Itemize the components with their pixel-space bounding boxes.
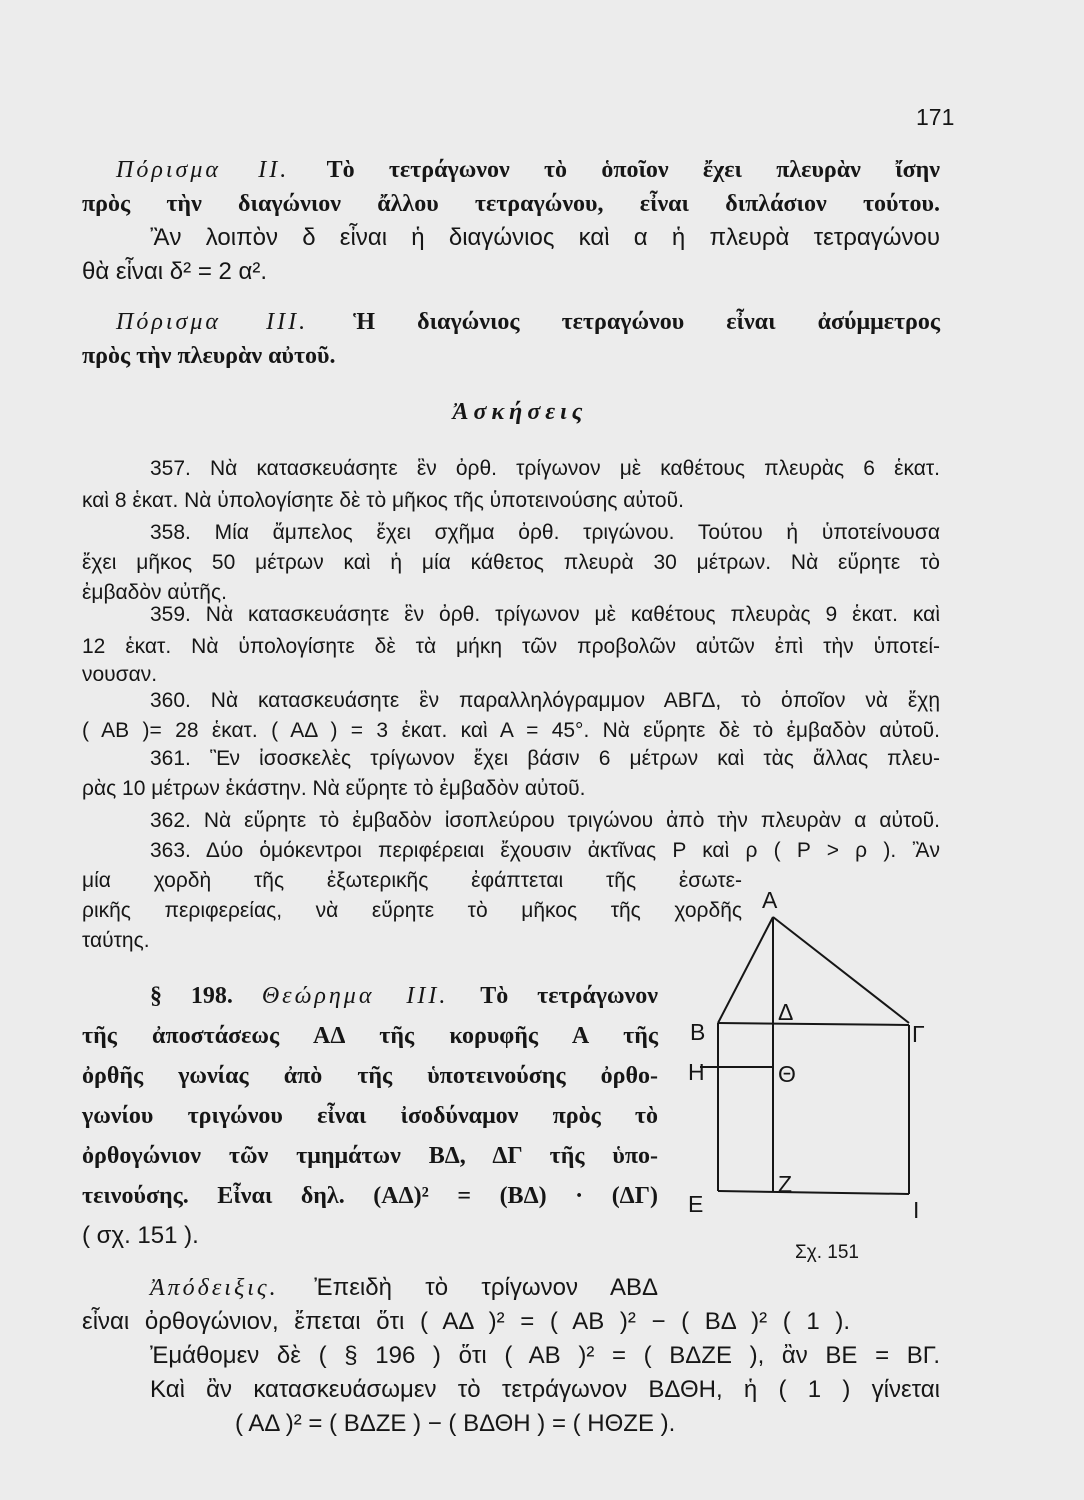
text-line-content: [150, 746, 940, 770]
text-line-content: [116, 309, 940, 335]
text-line: [235, 1410, 835, 1439]
label-H: Η: [688, 1059, 705, 1085]
text-line-content: [150, 1275, 658, 1301]
text-line-content: [82, 718, 940, 742]
body-text: Ἂν λοιπὸν δ εἶναι ἡ διαγώνιος καὶ α ἡ πλευρὰ τετραγώνου: [150, 224, 940, 251]
text-line-content: [150, 225, 940, 251]
text-line: [150, 808, 940, 833]
bold-text: πρὸς τὴν πλευρὰν αὐτοῦ.: [82, 343, 336, 369]
text-line: [150, 224, 940, 253]
text-line: [82, 1182, 658, 1211]
text-line: [82, 1062, 658, 1091]
text-line: [82, 342, 582, 371]
body-text: ἐμβαδὸν αὐτῆς.: [82, 581, 227, 604]
body-text: μία χορδὴ τῆς ἐξωτερικῆς ἐφάπτεται τῆς ἐσωτε-: [82, 869, 742, 892]
text-line: [150, 456, 940, 481]
text-line: [150, 688, 940, 713]
text-line: [150, 602, 940, 627]
text-line: [82, 928, 282, 953]
body-text: ταύτης.: [82, 929, 150, 952]
text-line: [82, 634, 940, 659]
text-line: [116, 156, 940, 185]
body-text: Ἐπειδὴ τὸ τρίγωνον ΑΒΔ: [314, 1274, 658, 1301]
bold-text: ὀρθογώνιον τῶν τμημάτων ΒΔ, ΔΓ τῆς ὑπο-: [82, 1143, 658, 1169]
text-line-content: [82, 1143, 658, 1169]
body-text: Καὶ ἂν κατασκευάσωμεν τὸ τετράγωνον ΒΔΘΗ, ἡ ( 1 ) γίνεται: [150, 1376, 940, 1403]
body-text: 360. Νὰ κατασκευάσητε ἓν παραλληλόγραμμον ΑΒΓΔ, τὸ ὁποῖον νὰ ἔχῃ: [150, 689, 940, 712]
text-line: [82, 190, 940, 219]
italic-heading: Θεώρημα ΙΙΙ.: [261, 983, 481, 1009]
bold-text: τῆς ἀποστάσεως ΑΔ τῆς κορυφῆς Α τῆς: [82, 1023, 658, 1049]
label-Th: Θ: [778, 1061, 796, 1087]
text-line-content: [82, 1103, 658, 1129]
body-text: 363. Δύο ὁμόκεντροι περιφέρειαι ἔχουσιν ἀκτῖνας Ρ καὶ ρ ( Ρ > ρ ). Ἂν: [150, 839, 940, 862]
text-line-content: [453, 399, 588, 425]
bold-text: τεινούσης. Εἶναι δηλ. (ΑΔ)² = (ΒΔ) · (ΔΓ): [82, 1183, 658, 1209]
text-line-content: [82, 191, 940, 217]
bold-text: Ἡ διαγώνιος τετραγώνου εἶναι ἀσύμμετρος: [353, 309, 941, 335]
body-text: 358. Μία ἄμπελος ἔχει σχῆμα ὀρθ. τριγώνου. Τούτου ἡ ὑποτείνουσα: [150, 521, 940, 544]
text-line-content: [82, 1183, 658, 1209]
text-line: [82, 550, 940, 575]
text-line-content: [82, 580, 227, 604]
text-line-content: [150, 983, 658, 1009]
italic-heading: Ἀσκήσεις: [452, 399, 588, 425]
text-line: [150, 1274, 658, 1303]
text-line-content: [150, 838, 940, 862]
text-line: [150, 1376, 940, 1405]
text-line: [150, 982, 658, 1011]
text-line-content: [150, 602, 940, 626]
text-line-content: [150, 1343, 940, 1369]
body-text: ( ΑΔ )² = ( ΒΔΖΕ ) − ( ΒΔΘΗ ) = ( ΗΘΖΕ ).: [235, 1410, 676, 1437]
body-text: ἔχει μῆκος 50 μέτρων καὶ ἡ μία κάθετος πλευρὰ 30 μέτρων. Νὰ εὕρητε τὸ: [82, 551, 940, 574]
text-line: [82, 1142, 658, 1171]
bold-text: § 198.: [150, 983, 262, 1009]
segment-EI: [718, 1191, 909, 1194]
text-line-content: [82, 259, 267, 285]
italic-heading: Πόρισμα ΙΙ.: [116, 157, 327, 183]
text-line: [82, 488, 912, 513]
text-line-content: [82, 776, 585, 800]
bold-text: Τὸ τετράγωνον: [480, 983, 659, 1009]
body-text: 361. Ἓν ἰσοσκελὲς τρίγωνον ἔχει βάσιν 6 μέτρων καὶ τὰς ἄλλας πλευ-: [150, 747, 940, 770]
text-line: [82, 868, 742, 893]
text-line-content: [82, 868, 742, 892]
text-line-content: [82, 488, 684, 512]
figure-caption: Σχ. 151: [795, 1242, 859, 1263]
italic-heading: Πόρισμα ΙΙΙ.: [116, 309, 354, 335]
body-text: 359. Νὰ κατασκευάσητε ἓν ὀρθ. τρίγωνον μὲ καθέτους πλευρὰς 9 ἑκατ. καὶ: [150, 603, 940, 626]
label-E: Ε: [688, 1191, 704, 1217]
text-line-content: [82, 1223, 199, 1249]
text-line: [82, 258, 482, 287]
label-A: Α: [762, 887, 778, 913]
body-text: 362. Νὰ εὕρητε τὸ ἐμβαδὸν ἰσοπλεύρου τριγώνου ἀπὸ τὴν πλευρὰν α αὐτοῦ.: [150, 809, 940, 832]
text-line-content: [150, 808, 940, 832]
text-line: [82, 1102, 658, 1131]
italic-heading: Ἀπόδειξις.: [150, 1275, 315, 1301]
text-line: [82, 1222, 382, 1251]
text-line-content: [150, 456, 940, 480]
text-line: [82, 1308, 850, 1337]
text-line: [82, 1022, 658, 1051]
text-line-content: [82, 1023, 658, 1049]
segment-BG: [718, 1023, 909, 1025]
text-line-content: [116, 157, 940, 183]
body-text: θὰ εἶναι δ² = 2 α².: [82, 258, 268, 285]
text-line: [150, 746, 940, 771]
figure-151: [680, 880, 960, 1280]
text-line-content: [82, 634, 940, 658]
body-text: καὶ 8 ἑκατ. Νὰ ὑπολογίσητε δὲ τὸ μῆκος τῆς ὑποτεινούσης αὐτοῦ.: [82, 489, 684, 512]
label-I: Ι: [913, 1197, 920, 1223]
text-line: [420, 398, 620, 427]
body-text: 357. Νὰ κατασκευάσητε ἓν ὀρθ. τρίγωνον μὲ καθέτους πλευρὰς 6 ἑκατ.: [150, 457, 940, 480]
text-line-content: [235, 1411, 675, 1437]
text-line-content: [82, 1309, 850, 1335]
text-line: [150, 1342, 940, 1371]
text-line-content: [82, 662, 157, 686]
body-text: ρικῆς περιφερείας, νὰ εὕρητε τὸ μῆκος τῆς χορδῆς: [82, 899, 742, 922]
text-line: [116, 308, 940, 337]
page-number: 171: [916, 104, 955, 130]
text-line-content: [150, 688, 940, 712]
bold-text: ὀρθῆς γωνίας ἀπὸ τῆς ὑποτεινούσης ὀρθο-: [82, 1063, 658, 1089]
text-line-content: [82, 928, 150, 952]
body-text: 12 ἑκατ. Νὰ ὑπολογίσητε δὲ τὰ μήκη τῶν προβολῶν αὐτῶν ἐπὶ τὴν ὑποτεί-: [82, 635, 940, 658]
body-text: νουσαν.: [82, 663, 158, 686]
body-text: εἶναι ὀρθογώνιον, ἔπεται ὅτι ( ΑΔ )² = ( ΑΒ )² − ( ΒΔ )² ( 1 ).: [82, 1308, 850, 1335]
text-line: [150, 520, 940, 545]
segment-AG: [773, 917, 909, 1023]
text-line: [82, 662, 282, 687]
text-line-content: [82, 898, 742, 922]
text-line-content: [82, 343, 336, 369]
label-G: Γ: [912, 1021, 925, 1047]
body-text: ( ΑΒ )= 28 ἑκατ. ( ΑΔ ) = 3 ἑκατ. καὶ Α = 45°. Νὰ εὕρητε δὲ τὸ ἐμβαδὸν αὐτοῦ.: [82, 719, 940, 742]
body-text: Ἐμάθομεν δὲ ( § 196 ) ὅτι ( ΑΒ )² = ( ΒΔΖΕ ), ἂν ΒΕ = ΒΓ.: [150, 1342, 940, 1369]
text-line-content: [150, 520, 940, 544]
label-D: Δ: [778, 999, 794, 1025]
label-Z: Ζ: [778, 1171, 793, 1197]
text-line: [82, 718, 940, 743]
text-line-content: [150, 1377, 940, 1403]
body-text: ρὰς 10 μέτρων ἑκάστην. Νὰ εὕρητε τὸ ἐμβαδὸν αὐτοῦ.: [82, 777, 586, 800]
text-line: [82, 898, 742, 923]
bold-text: πρὸς τὴν διαγώνιον ἄλλου τετραγώνου, εἶναι διπλάσιον τούτου.: [82, 191, 940, 217]
text-line: [150, 838, 940, 863]
text-line: [82, 776, 782, 801]
bold-text: γωνίου τριγώνου εἶναι ἰσοδύναμον πρὸς τὸ: [82, 1103, 658, 1129]
text-line-content: [82, 1063, 658, 1089]
label-B: Β: [690, 1019, 706, 1045]
bold-text: Τὸ τετράγωνον τὸ ὁποῖον ἔχει πλευρὰν ἴσην: [326, 157, 940, 183]
text-line-content: [82, 550, 940, 574]
segment-AB: [718, 917, 773, 1023]
body-text: ( σχ. 151 ).: [82, 1222, 199, 1249]
